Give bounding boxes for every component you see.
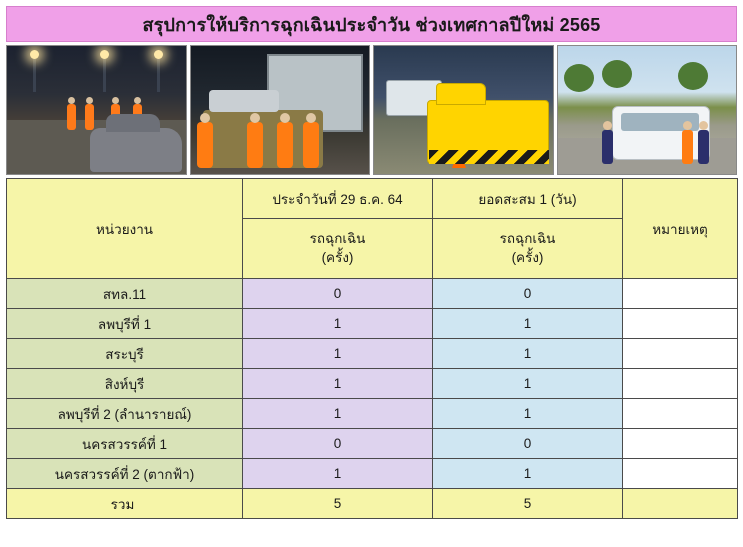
cell-total-label: รวม bbox=[7, 489, 243, 519]
header-accum-group: ยอดสะสม 1 (วัน) bbox=[433, 179, 623, 219]
cell-total-daily: 5 bbox=[243, 489, 433, 519]
person-figure bbox=[602, 130, 613, 164]
cell-accum: 1 bbox=[433, 399, 623, 429]
table-row bbox=[7, 369, 738, 399]
cell-daily: 1 bbox=[243, 459, 433, 489]
cell-daily: 0 bbox=[243, 429, 433, 459]
cell-remark bbox=[623, 339, 738, 369]
header-accum-sub bbox=[433, 219, 623, 279]
worker-figure bbox=[67, 104, 76, 130]
cell-accum: 1 bbox=[433, 339, 623, 369]
cell-accum: 1 bbox=[433, 309, 623, 339]
cell-unit: นครสวรรค์ที่ 2 (ตากฟ้า) bbox=[7, 459, 243, 489]
worker-figure bbox=[247, 122, 263, 168]
hazard-stripe bbox=[429, 150, 549, 164]
cell-total-remark bbox=[623, 489, 738, 519]
table-header-row-1 bbox=[7, 179, 738, 219]
header-remark: หมายเหตุ bbox=[623, 179, 738, 279]
table-row bbox=[7, 339, 738, 369]
photo-strip bbox=[6, 45, 737, 175]
header-accum-sub-line2: (ครั้ง) bbox=[511, 249, 544, 265]
photo-rescue-team-truck bbox=[190, 45, 371, 175]
cell-unit: ลพบุรีที่ 1 bbox=[7, 309, 243, 339]
cell-remark bbox=[623, 399, 738, 429]
cell-accum: 1 bbox=[433, 459, 623, 489]
vehicle-shape bbox=[90, 128, 182, 172]
street-lamp-icon bbox=[103, 54, 106, 92]
person-figure bbox=[682, 130, 693, 164]
table-row bbox=[7, 399, 738, 429]
cell-total-accum: 5 bbox=[433, 489, 623, 519]
cell-daily: 1 bbox=[243, 399, 433, 429]
cell-daily: 1 bbox=[243, 369, 433, 399]
tree-shape bbox=[602, 60, 632, 88]
tree-shape bbox=[564, 64, 594, 92]
cell-remark bbox=[623, 369, 738, 399]
cell-remark bbox=[623, 429, 738, 459]
header-daily-sub bbox=[243, 219, 433, 279]
cell-daily: 1 bbox=[243, 309, 433, 339]
header-accum-sub-line1: รถฉุกเฉิน bbox=[499, 231, 556, 247]
emergency-service-table bbox=[6, 178, 738, 519]
cell-accum: 1 bbox=[433, 369, 623, 399]
worker-figure bbox=[277, 122, 293, 168]
photo-night-highway-workers bbox=[6, 45, 187, 175]
table-total-row bbox=[7, 489, 738, 519]
cell-unit: สระบุรี bbox=[7, 339, 243, 369]
cell-accum: 0 bbox=[433, 279, 623, 309]
header-daily-sub-line2: (ครั้ง) bbox=[321, 249, 354, 265]
person-figure bbox=[698, 130, 709, 164]
photo-yellow-rescue-pickup bbox=[373, 45, 554, 175]
header-daily-sub-line1: รถฉุกเฉิน bbox=[309, 231, 366, 247]
header-unit: หน่วยงาน bbox=[7, 179, 243, 279]
table-row bbox=[7, 279, 738, 309]
van-shape bbox=[612, 106, 710, 160]
worker-figure bbox=[197, 122, 213, 168]
cell-remark bbox=[623, 309, 738, 339]
cell-remark bbox=[623, 459, 738, 489]
tree-shape bbox=[678, 62, 708, 90]
photo-roadside-van-assistance bbox=[557, 45, 738, 175]
cell-unit: นครสวรรค์ที่ 1 bbox=[7, 429, 243, 459]
table-row bbox=[7, 309, 738, 339]
header-daily-group: ประจำวันที่ 29 ธ.ค. 64 bbox=[243, 179, 433, 219]
cell-unit: สิงห์บุรี bbox=[7, 369, 243, 399]
page-title: สรุปการให้บริการฉุกเฉินประจำวัน ช่วงเทศกาลปีใหม่ 2565 bbox=[142, 14, 601, 35]
cell-unit: ลพบุรีที่ 2 (ลำนารายณ์) bbox=[7, 399, 243, 429]
worker-figure bbox=[85, 104, 94, 130]
cell-accum: 0 bbox=[433, 429, 623, 459]
cell-unit: สทล.11 bbox=[7, 279, 243, 309]
cell-daily: 1 bbox=[243, 339, 433, 369]
street-lamp-icon bbox=[157, 54, 160, 92]
cell-remark bbox=[623, 279, 738, 309]
street-lamp-icon bbox=[33, 54, 36, 92]
table-row bbox=[7, 429, 738, 459]
cell-daily: 0 bbox=[243, 279, 433, 309]
report-title-bar bbox=[6, 6, 737, 42]
worker-figure bbox=[303, 122, 319, 168]
table-row bbox=[7, 459, 738, 489]
